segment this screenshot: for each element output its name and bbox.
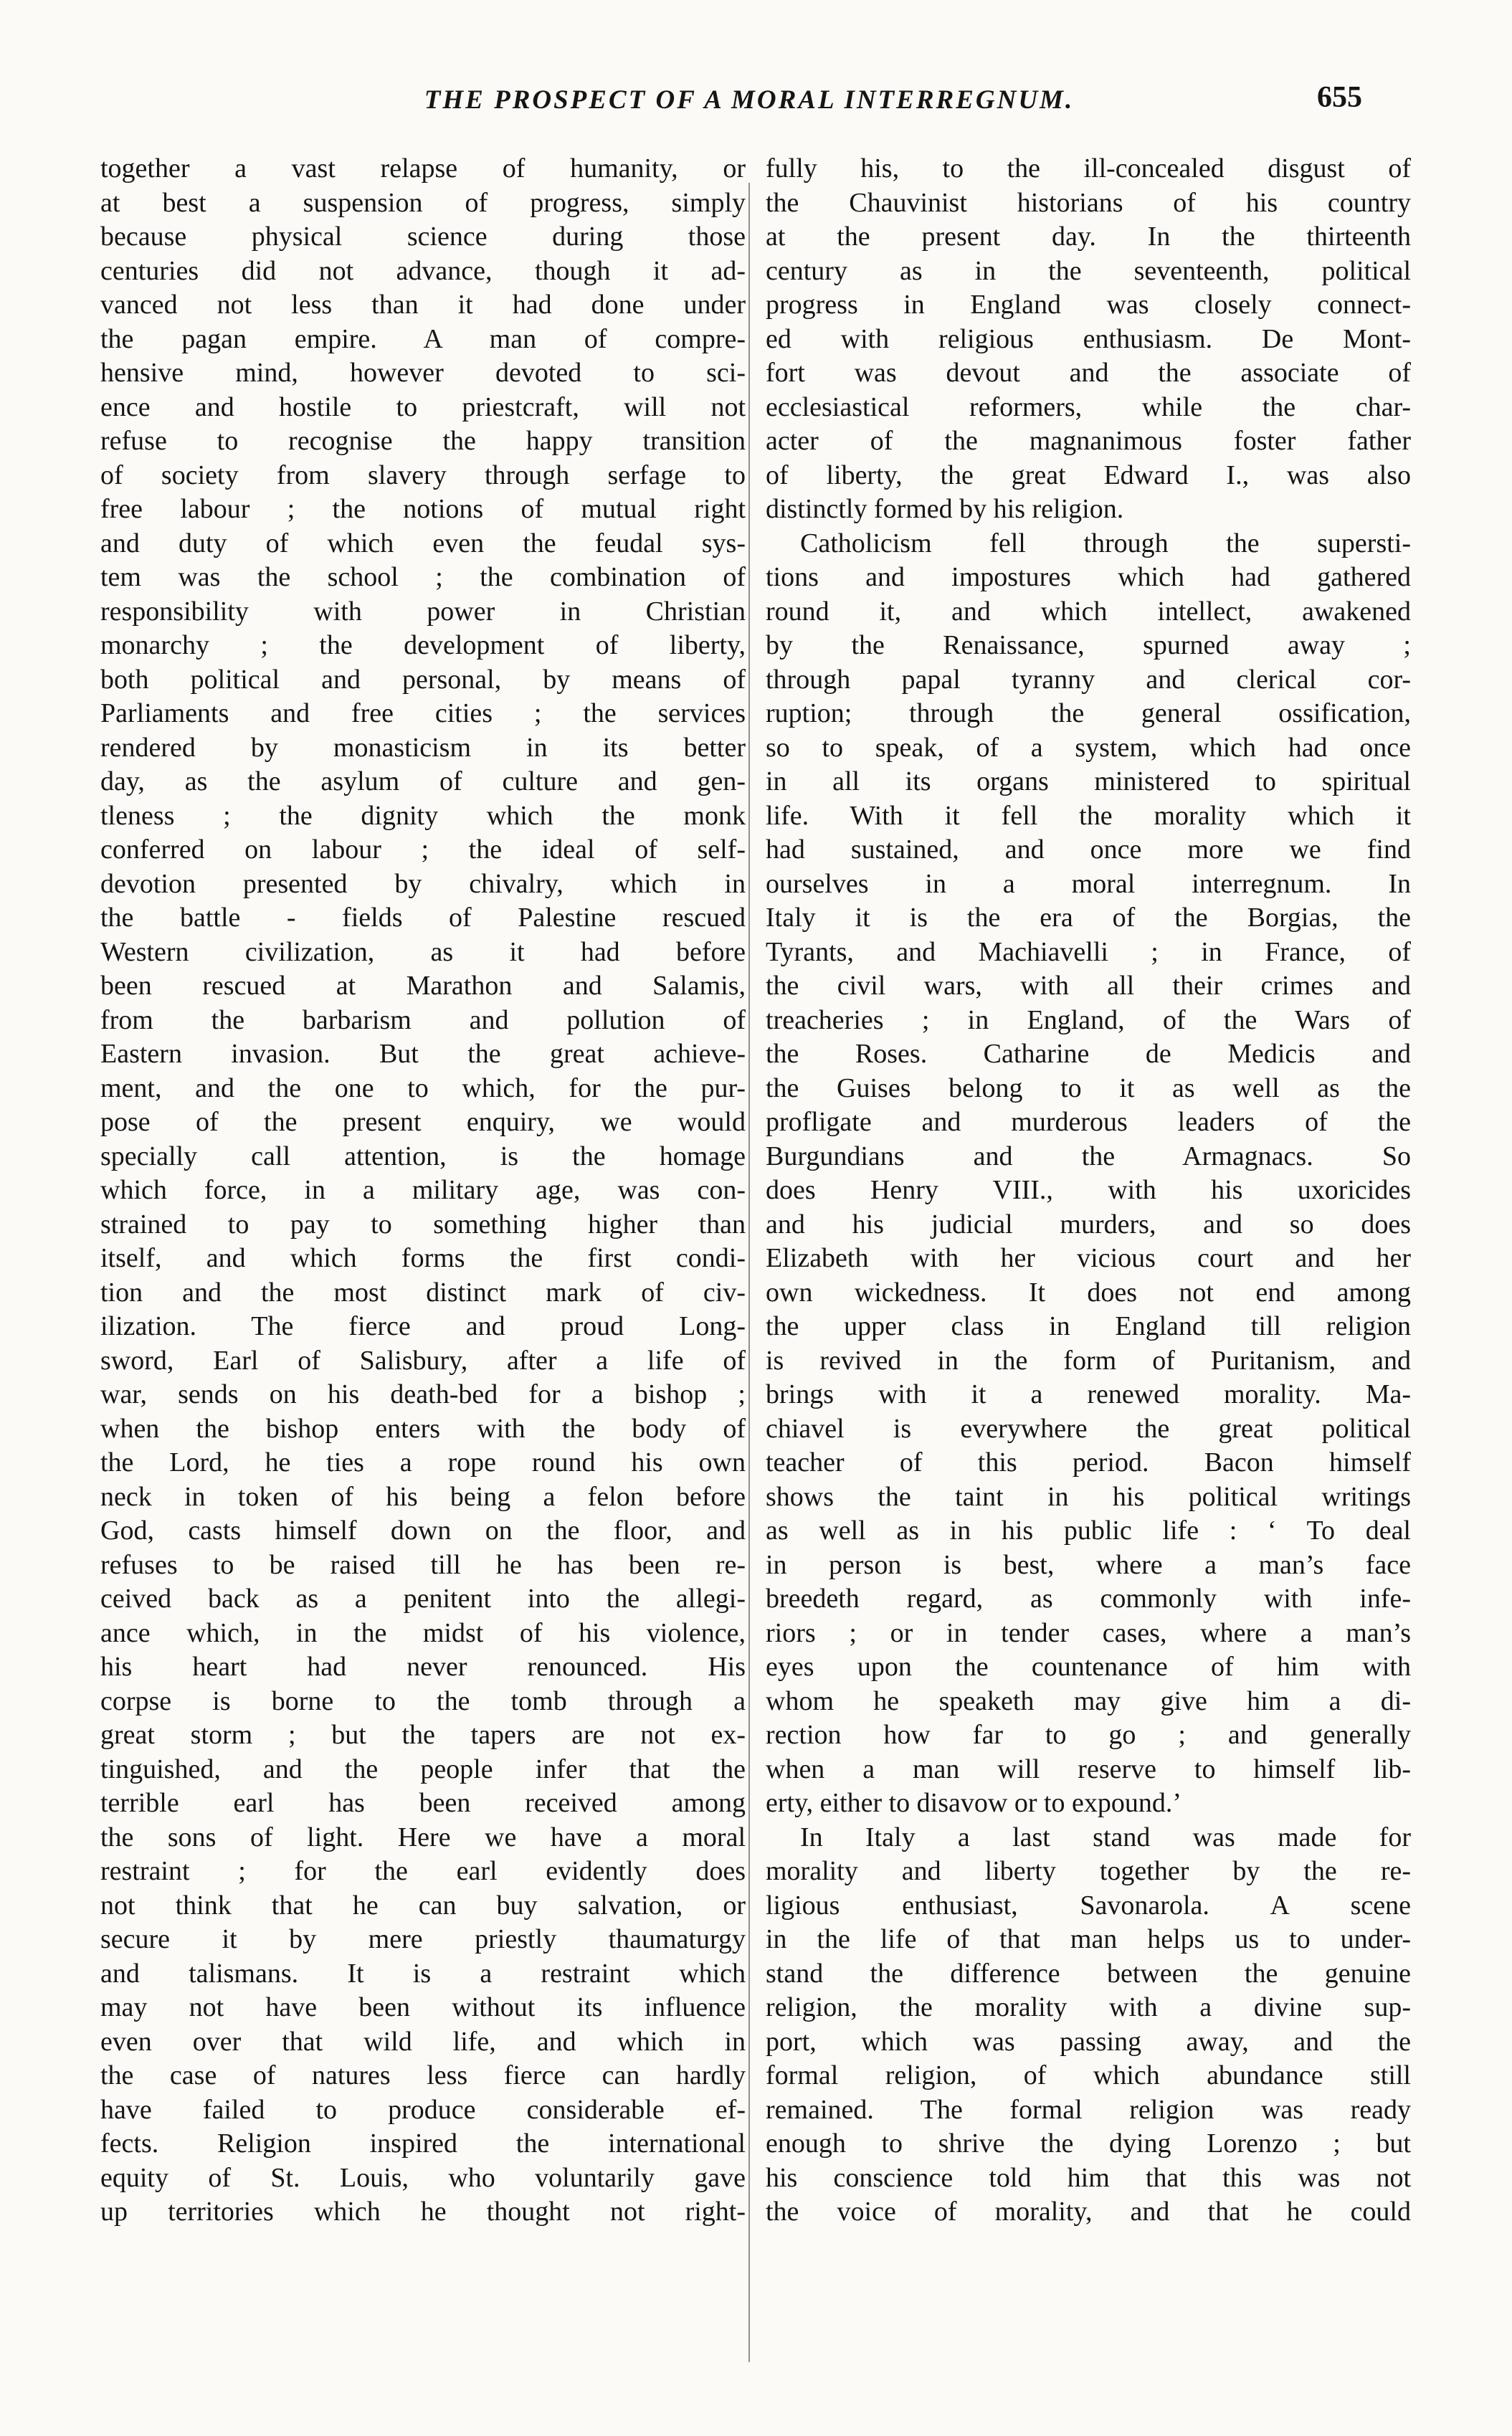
text-line: corpse is borne to the tomb through a xyxy=(100,1685,746,1716)
text-line: is revived in the form of Puritanism, and xyxy=(766,1345,1411,1376)
text-line: sword, Earl of Salisbury, after a life of xyxy=(100,1345,746,1376)
text-line: Eastern invasion. But the great achieve- xyxy=(100,1039,746,1069)
text-line: devotion presented by chivalry, which in xyxy=(100,868,746,899)
page-number: 655 xyxy=(1317,81,1362,114)
text-line: the voice of morality, and that he could xyxy=(766,2197,1411,2227)
text-line: Burgundians and the Armagnacs. So xyxy=(766,1141,1411,1171)
text-line: of liberty, the great Edward I., was also xyxy=(766,460,1411,490)
text-line: port, which was passing away, and the xyxy=(766,2026,1411,2057)
text-line: have failed to produce considerable ef- xyxy=(100,2094,746,2125)
text-line: Catholicism fell through the supersti- xyxy=(800,528,1411,558)
text-line: teacher of this period. Bacon himself xyxy=(766,1447,1411,1478)
text-line: up territories which he thought not right- xyxy=(100,2197,746,2227)
text-line: the upper class in England till religion xyxy=(766,1311,1411,1341)
text-line: which force, in a military age, was con- xyxy=(100,1175,746,1205)
text-line: ence and hostile to priestcraft, will not xyxy=(100,391,746,422)
text-line: centuries did not advance, though it ad- xyxy=(100,255,746,286)
text-line: in person is best, where a man’s face xyxy=(766,1549,1411,1580)
text-line: God, casts himself down on the floor, and xyxy=(100,1516,746,1546)
text-line: refuse to recognise the happy transition xyxy=(100,426,746,456)
text-line: the pagan empire. A man of compre- xyxy=(100,323,746,354)
text-line: strained to pay to something higher than xyxy=(100,1209,746,1240)
text-line: so to speak, of a system, which had once xyxy=(766,732,1411,763)
text-line: rection how far to go ; and generally xyxy=(766,1720,1411,1750)
text-line: in the life of that man helps us to under- xyxy=(766,1924,1411,1954)
text-line: progress in England was closely connect- xyxy=(766,290,1411,320)
text-line: ment, and the one to which, for the pur- xyxy=(100,1072,746,1103)
text-line: the case of natures less fierce can hardly xyxy=(100,2060,746,2090)
text-line: the Guises belong to it as well as the xyxy=(766,1072,1411,1103)
text-line: formal religion, of which abundance still xyxy=(766,2060,1411,2090)
text-line: religion, the morality with a divine sup- xyxy=(766,1992,1411,2022)
text-line: the Lord, he ties a rope round his own xyxy=(100,1447,746,1478)
text-line: specially call attention, is the homage xyxy=(100,1141,746,1171)
text-line: the sons of light. Here we have a moral xyxy=(100,1822,746,1852)
text-line: ceived back as a penitent into the allegi- xyxy=(100,1584,746,1614)
text-line: not think that he can buy salvation, or xyxy=(100,1890,746,1921)
text-line: his heart had never renounced. His xyxy=(100,1652,746,1682)
text-line: free labour ; the notions of mutual right xyxy=(100,494,746,524)
text-line: enough to shrive the dying Lorenzo ; but xyxy=(766,2128,1411,2159)
text-line: restraint ; for the earl evidently does xyxy=(100,1856,746,1886)
text-line: in all its organs ministered to spiritual xyxy=(766,766,1411,796)
right-text-column xyxy=(766,152,1411,2230)
text-line: fects. Religion inspired the international xyxy=(100,2128,746,2159)
text-line: at the present day. In the thirteenth xyxy=(766,222,1411,252)
text-line: Italy it is the era of the Borgias, the xyxy=(766,903,1411,933)
text-line: Parliaments and free cities ; the services xyxy=(100,698,746,728)
text-line: may not have been without its influence xyxy=(100,1992,746,2022)
text-line: both political and personal, by means of xyxy=(100,664,746,695)
text-line: hensive mind, however devoted to sci- xyxy=(100,358,746,388)
text-line: ilization. The fierce and proud Long- xyxy=(100,1311,746,1341)
text-line: itself, and which forms the first condi- xyxy=(100,1243,746,1273)
text-line: by the Renaissance, spurned away ; xyxy=(766,630,1411,660)
text-line: riors ; or in tender cases, where a man’s xyxy=(766,1617,1411,1648)
text-line: pose of the present enquiry, we would xyxy=(100,1107,746,1137)
text-line: tions and impostures which had gathered xyxy=(766,562,1411,592)
text-line: ecclesiastical reformers, while the char- xyxy=(766,391,1411,422)
text-line: own wickedness. It does not end among xyxy=(766,1277,1411,1308)
text-line: ourselves in a moral interregnum. In xyxy=(766,868,1411,899)
text-line: stand the difference between the genuine xyxy=(766,1958,1411,1989)
running-title: THE PROSPECT OF A MORAL INTERREGNUM. xyxy=(424,85,1075,115)
text-line: tinguished, and the people infer that the xyxy=(100,1754,746,1784)
text-line: Western civilization, as it had before xyxy=(100,936,746,967)
text-line: day, as the asylum of culture and gen- xyxy=(100,766,746,796)
text-line: tleness ; the dignity which the monk xyxy=(100,800,746,831)
text-line: treacheries ; in England, of the Wars of xyxy=(766,1004,1411,1035)
text-line: terrible earl has been received among xyxy=(100,1788,746,1818)
text-line: round it, and which intellect, awakened xyxy=(766,596,1411,627)
text-line: the civil wars, with all their crimes and xyxy=(766,971,1411,1001)
text-line: when a man will reserve to himself lib- xyxy=(766,1754,1411,1784)
text-line: Tyrants, and Machiavelli ; in France, of xyxy=(766,936,1411,967)
text-line: because physical science during those xyxy=(100,222,746,252)
text-line: secure it by mere priestly thaumaturgy xyxy=(100,1924,746,1954)
text-line: does Henry VIII., with his uxoricides xyxy=(766,1175,1411,1205)
text-line: great storm ; but the tapers are not ex- xyxy=(100,1720,746,1750)
text-line: had sustained, and once more we find xyxy=(766,834,1411,865)
text-line: ligious enthusiast, Savonarola. A scene xyxy=(766,1890,1411,1921)
text-line: and duty of which even the feudal sys- xyxy=(100,528,746,558)
text-line: eyes upon the countenance of him with xyxy=(766,1652,1411,1682)
text-line: ruption; through the general ossification, xyxy=(766,698,1411,728)
left-text-column xyxy=(100,152,746,2230)
text-line: of society from slavery through serfage to xyxy=(100,460,746,490)
text-line: distinctly formed by his religion. xyxy=(766,494,1124,524)
column-divider-rule xyxy=(748,183,750,2362)
text-line: chiavel is everywhere the great political xyxy=(766,1413,1411,1444)
text-line: when the bishop enters with the body of xyxy=(100,1413,746,1444)
text-line: brings with it a renewed morality. Ma- xyxy=(766,1379,1411,1409)
text-line: vanced not less than it had done under xyxy=(100,290,746,320)
text-line: ance which, in the midst of his violence, xyxy=(100,1617,746,1648)
text-line: war, sends on his death-bed for a bishop ; xyxy=(100,1379,746,1409)
text-line: fort was devout and the associate of xyxy=(766,358,1411,388)
text-line: century as in the seventeenth, political xyxy=(766,255,1411,286)
text-line: the battle - fields of Palestine rescued xyxy=(100,903,746,933)
text-line: whom he speaketh may give him a di- xyxy=(766,1685,1411,1716)
text-line: Elizabeth with her vicious court and her xyxy=(766,1243,1411,1273)
text-line: refuses to be raised till he has been re- xyxy=(100,1549,746,1580)
text-line: breedeth regard, as commonly with infe- xyxy=(766,1584,1411,1614)
text-line: through papal tyranny and clerical cor- xyxy=(766,664,1411,695)
text-line: erty, either to disavow or to expound.’ xyxy=(766,1788,1182,1818)
text-line: the Chauvinist historians of his country xyxy=(766,187,1411,218)
text-line: at best a suspension of progress, simply xyxy=(100,187,746,218)
text-line: his conscience told him that this was not xyxy=(766,2162,1411,2193)
text-line: fully his, to the ill-concealed disgust of xyxy=(766,153,1411,184)
text-line: responsibility with power in Christian xyxy=(100,596,746,627)
text-line: been rescued at Marathon and Salamis, xyxy=(100,971,746,1001)
text-line: as well as in his public life : ‘ To deal xyxy=(766,1516,1411,1546)
text-line: and talismans. It is a restraint which xyxy=(100,1958,746,1989)
text-line: acter of the magnanimous foster father xyxy=(766,426,1411,456)
text-line: equity of St. Louis, who voluntarily gave xyxy=(100,2162,746,2193)
text-line: tion and the most distinct mark of civ- xyxy=(100,1277,746,1308)
text-line: tem was the school ; the combination of xyxy=(100,562,746,592)
text-line: life. With it fell the morality which it xyxy=(766,800,1411,831)
text-line: shows the taint in his political writings xyxy=(766,1481,1411,1512)
text-line: ed with religious enthusiasm. De Mont- xyxy=(766,323,1411,354)
text-line: monarchy ; the development of liberty, xyxy=(100,630,746,660)
text-line: neck in token of his being a felon before xyxy=(100,1481,746,1512)
text-line: profligate and murderous leaders of the xyxy=(766,1107,1411,1137)
text-line: from the barbarism and pollution of xyxy=(100,1004,746,1035)
text-line: conferred on labour ; the ideal of self- xyxy=(100,834,746,865)
text-line: rendered by monasticism in its better xyxy=(100,732,746,763)
text-line: In Italy a last stand was made for xyxy=(800,1822,1411,1852)
text-line: even over that wild life, and which in xyxy=(100,2026,746,2057)
text-line: morality and liberty together by the re- xyxy=(766,1856,1411,1886)
text-line: the Roses. Catharine de Medicis and xyxy=(766,1039,1411,1069)
text-line: and his judicial murders, and so does xyxy=(766,1209,1411,1240)
text-line: remained. The formal religion was ready xyxy=(766,2094,1411,2125)
text-line: together a vast relapse of humanity, or xyxy=(100,153,746,184)
